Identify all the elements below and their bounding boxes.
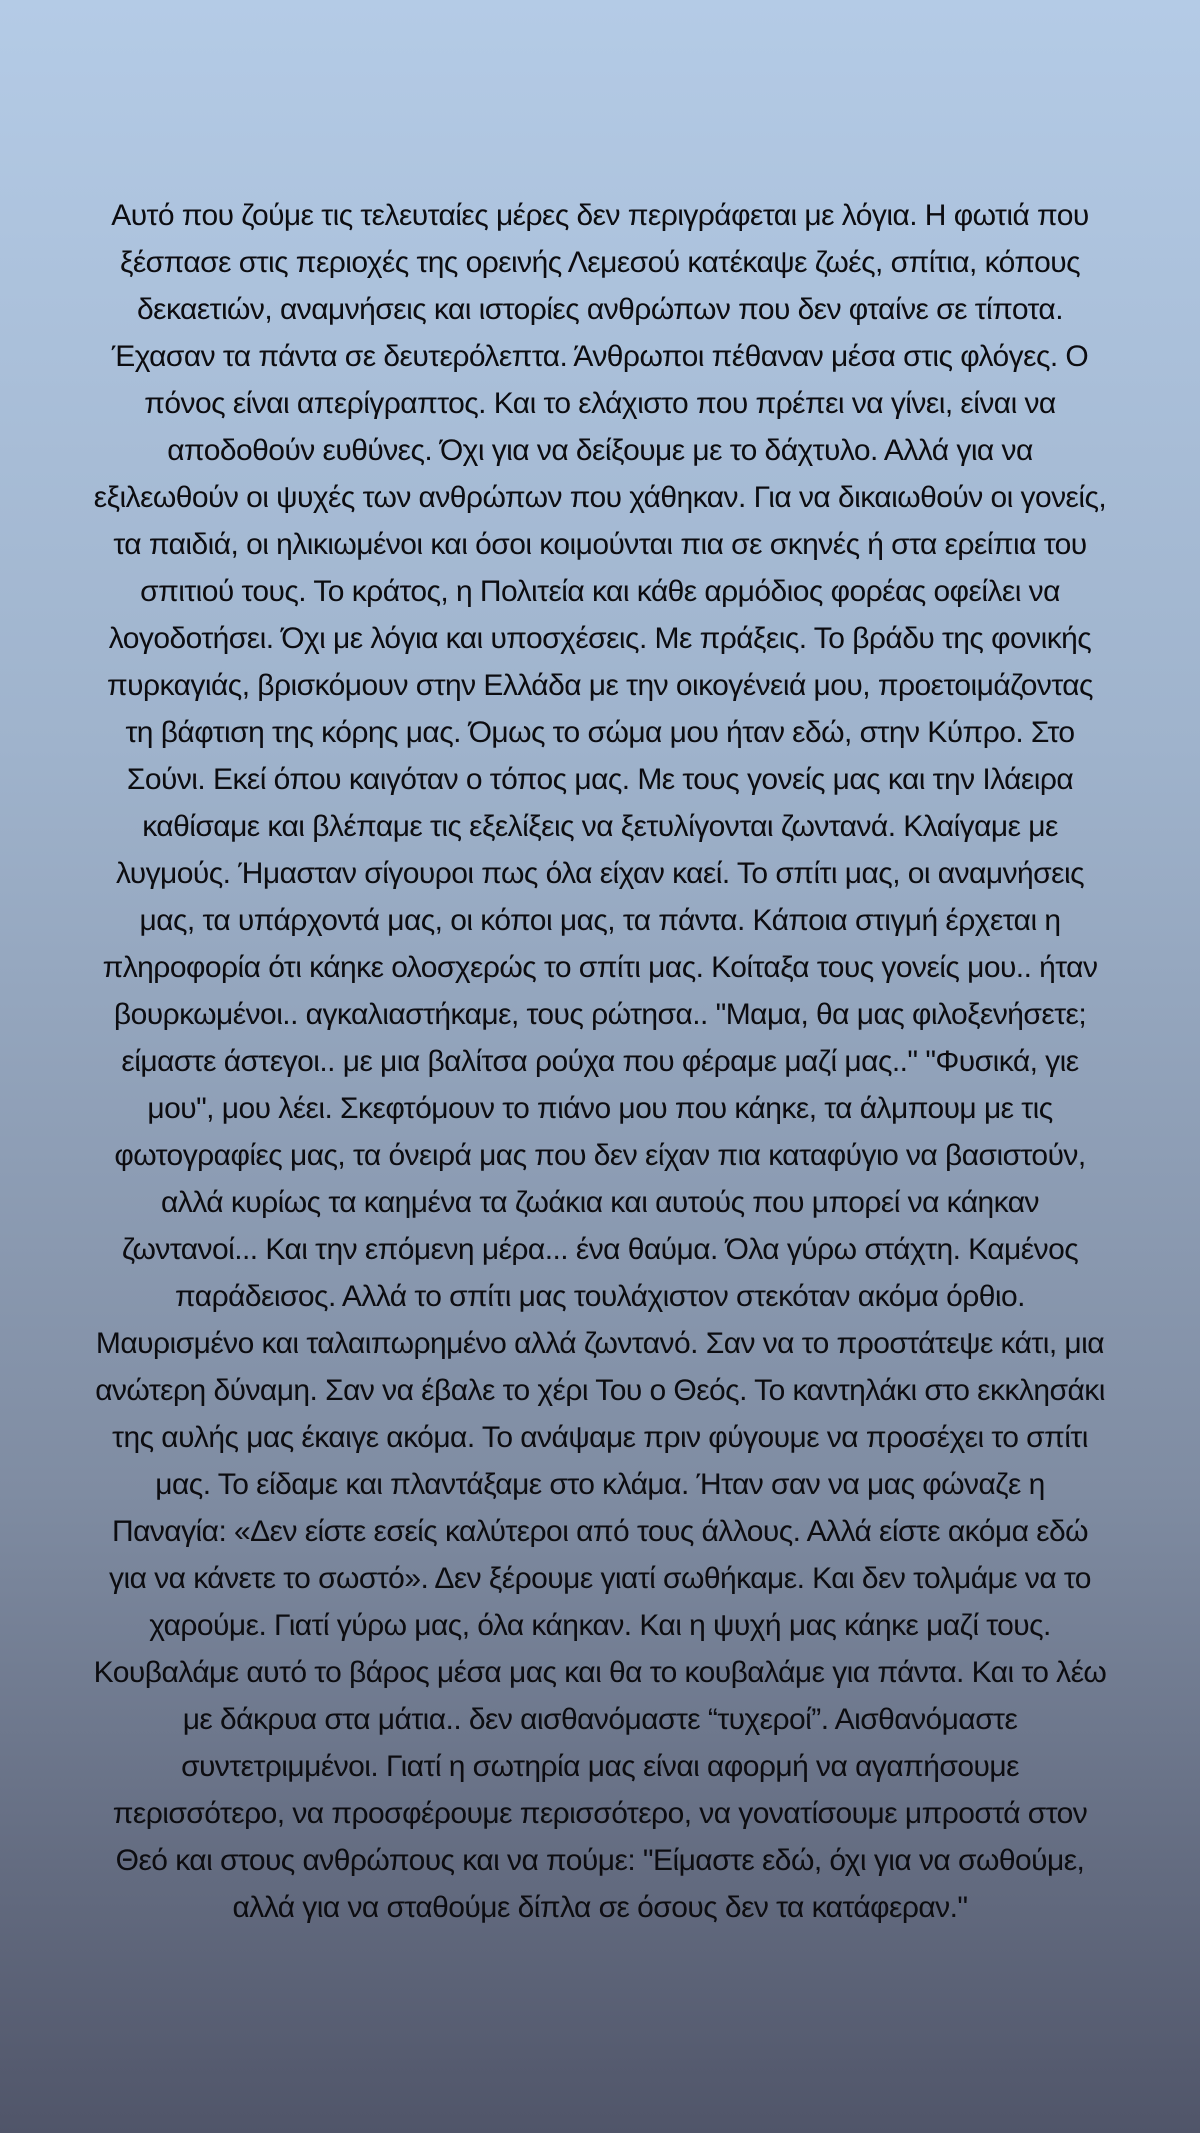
story-text-block — [40, 192, 1160, 1931]
story-paragraph: Αυτό που ζούμε τις τελευταίες μέρες δεν περιγράφεται με λόγια. Η φωτιά που ξέσπασε στις περιοχές της ορεινής Λεμεσού κατέκαψε ζωές, σπίτια, κόπους δεκαετιών, αναμνήσεις και ιστορίες ανθρώπων που δεν φταίνε σε τίποτα. Έχασαν τα πάντα σε δευτερόλεπτα. Άνθρωποι πέθαναν μέσα στις φλόγες. Ο πόνος είναι απερίγραπτος. Και το ελάχιστο που πρέπει να γίνει, είναι να αποδοθούν ευθύνες. Όχι για να δείξουμε με το δάχτυλο. Αλλά για να εξιλεωθούν οι ψυχές των ανθρώπων που χάθηκαν. Για να δικαιωθούν οι γονείς, τα παιδιά, οι ηλικιωμένοι και όσοι κοιμούνται πια σε σκηνές ή στα ερείπια του σπιτιού τους. Το κράτος, η Πολιτεία και κάθε αρμόδιος φορέας οφείλει να λογοδοτήσει. Όχι με λόγια και υποσχέσεις. Με πράξεις. Το βράδυ της φονικής πυρκαγιάς, βρισκόμουν στην Ελλάδα με την οικογένειά μου, προετοιμάζοντας τη βάφτιση της κόρης μας. Όμως το σώμα μου ήταν εδώ, στην Κύπρο. Στο Σούνι. Εκεί όπου καιγόταν ο τόπος μας. Με τους γονείς μας και την Ιλάειρα καθίσαμε και βλέπαμε τις εξελίξεις να ξετυλίγονται ζωντανά. Κλαίγαμε με λυγμούς. Ήμασταν σίγουροι πως όλα είχαν καεί. Το σπίτι μας, οι αναμνήσεις μας, τα υπάρχοντά μας, οι κόποι μας, τα πάντα. Κάποια στιγμή έρχεται η πληροφορία ότι κάηκε ολοσχερώς το σπίτι μας. Κοίταξα τους γονείς μου.. ήταν βουρκωμένοι.. αγκαλιαστήκαμε, τους ρώτησα.. "Μαμα, θα μας φιλοξενήσετε; είμαστε άστεγοι.. με μια βαλίτσα ρούχα που φέραμε μαζί μας.." "Φυσικά, γιε μου", μου λέει. Σκεφτόμουν το πιάνο μου που κάηκε, τα άλμπουμ με τις φωτογραφίες μας, τα όνειρά μας που δεν είχαν πια καταφύγιο να βασιστούν, αλλά κυρίως τα καημένα τα ζωάκια και αυτούς που μπορεί να κάηκαν ζωντανοί... Και την επόμενη μέρα... ένα θαύμα. Όλα γύρω στάχτη. Καμένος παράδεισος. Αλλά το σπίτι μας τουλάχιστον στεκόταν ακόμα όρθιο. Μαυρισμένο και ταλαιπωρημένο αλλά ζωντανό. Σαν να το προστάτεψε κάτι, μια ανώτερη δύναμη. Σαν να έβαλε το χέρι Του ο Θεός. Το καντηλάκι στο εκκλησάκι της αυλής μας έκαιγε ακόμα. Το ανάψαμε πριν φύγουμε να προσέχει το σπίτι μας. Το είδαμε και πλαντάξαμε στο κλάμα. Ήταν σαν να μας φώναζε η Παναγία: «Δεν είστε εσείς καλύτεροι από τους άλλους. Αλλά είστε ακόμα εδώ για να κάνετε το σωστό». Δεν ξέρουμε γιατί σωθήκαμε. Και δεν τολμάμε να το χαρούμε. Γιατί γύρω μας, όλα κάηκαν. Και η ψυχή μας κάηκε μαζί τους. Κουβαλάμε αυτό το βάρος μέσα μας και θα το κουβαλάμε για πάντα. Και το λέω με δάκρυα στα μάτια.. δεν αισθανόμαστε “τυχεροί”. Αισθανόμαστε συντετριμμένοι. Γιατί η σωτηρία μας είναι αφορμή να αγαπήσουμε περισσότερο, να προσφέρουμε περισσότερο, να γονατίσουμε μπροστά στον Θεό και στους ανθρώπους και να πούμε: "Είμαστε εδώ, όχι για να σωθούμε, αλλά για να σταθούμε δίπλα σε όσους δεν τα κατάφεραν." — [93, 199, 1107, 1924]
